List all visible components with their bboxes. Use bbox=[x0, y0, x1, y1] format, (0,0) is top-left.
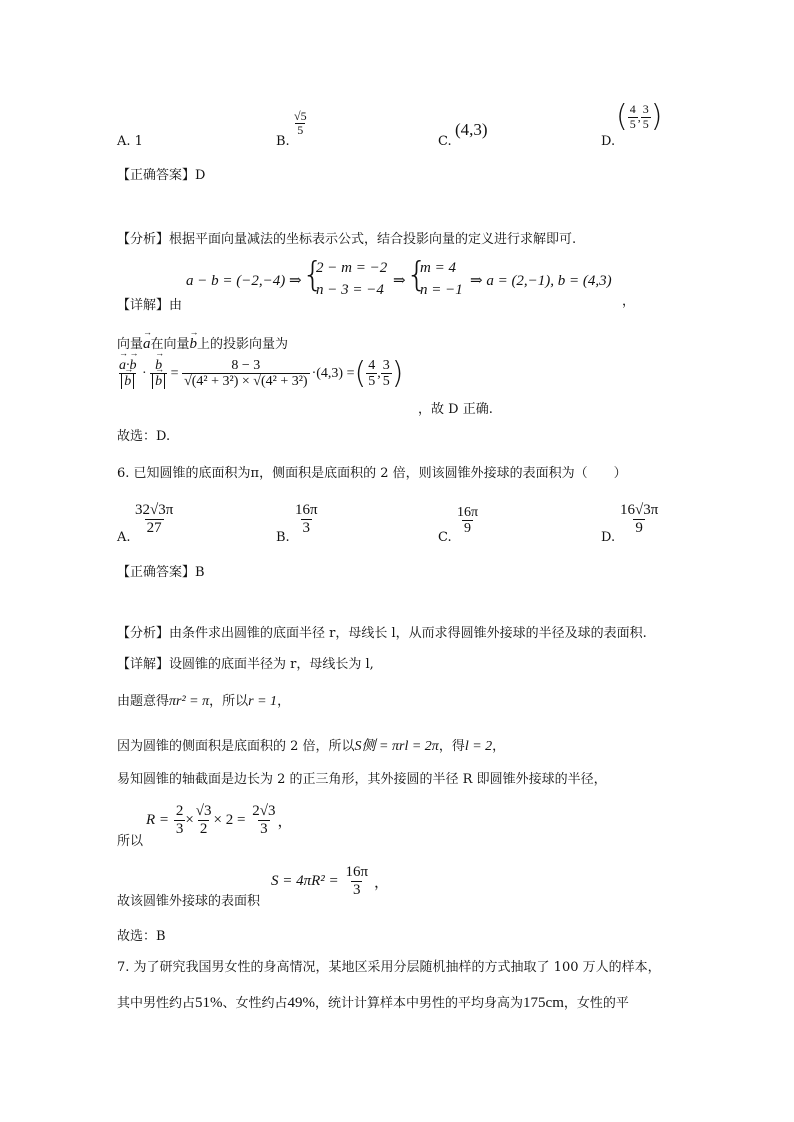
q5-option-a: A. 1 bbox=[117, 134, 143, 149]
q6-line2: 因为圆锥的侧面积是底面积的 2 倍，所以S侧 = πrl = 2π，得l = 2， bbox=[117, 739, 506, 754]
q6-detail: 【详解】设圆锥的底面半径为 r，母线长为 l, bbox=[117, 657, 374, 672]
q6-answer: 【正确答案】B bbox=[117, 565, 205, 580]
q7-line2: 其中男性约占51%、女性约占49%，统计计算样本中男性的平均身高为175cm，女性的平 bbox=[117, 995, 629, 1011]
q6-option-a-fraction: $\frac{32√3\pi}{27}$ bbox=[135, 502, 174, 536]
q5-proj-mid: ·(4,3) = bbox=[311, 365, 355, 381]
q6-choose: 故选：B bbox=[117, 929, 166, 944]
q5-analysis: 【分析】根据平面向量减法的坐标表示公式，结合投影向量的定义进行求解即可. bbox=[117, 232, 577, 247]
q5-eq1-rhs: ⇒ a = (2,−1), b = (4,3) bbox=[470, 273, 612, 289]
q5-option-b-fraction bbox=[292, 110, 309, 137]
q5-proj-den: √(4² + 3²) × √(4² + 3²) bbox=[184, 374, 308, 390]
q5-detail-label: 【详解】由 bbox=[117, 298, 183, 313]
q6-stem: 6. 已知圆锥的底面积为π，侧面积是底面积的 2 倍，则该圆锥外接球的表面积为（ ） bbox=[117, 466, 627, 481]
q5-choose: 故选：D. bbox=[117, 429, 171, 444]
q5-proj-text-3: 上的投影向量为 bbox=[197, 337, 289, 352]
q5-proj-tail: ，故 D 正确. bbox=[418, 402, 493, 417]
q5-d-d2: 5 bbox=[642, 116, 649, 131]
q6-line4-pre: 所以 bbox=[117, 834, 144, 849]
q5-eq1-lhs: a − b = (−2,−4) ⇒ bbox=[186, 273, 302, 289]
q5-sys1-line1: 2 − m = −2 bbox=[316, 260, 388, 276]
q5-d-d1: 5 bbox=[629, 116, 636, 131]
q6-option-a-label: A. bbox=[117, 530, 131, 545]
q5-d-n1: 4 bbox=[629, 102, 636, 117]
q6-line5-formula: S = 4πR² = $\frac{16\pi}{3}$ ， bbox=[271, 864, 390, 898]
q5-answer: 【正确答案】D bbox=[117, 168, 206, 183]
q6-line1: 由题意得πr² = π，所以r = 1， bbox=[117, 694, 291, 709]
q6-option-d-label: D. bbox=[601, 530, 616, 545]
q5-option-c-value: (4,3) bbox=[455, 120, 488, 139]
q6-line3: 易知圆锥的轴截面是边长为 2 的正三角形，其外接圆的半径 R 即圆锥外接球的半径， bbox=[117, 772, 607, 787]
q5-sys2-line1: m = 4 bbox=[420, 260, 456, 276]
q6-option-b-label: B. bbox=[276, 530, 290, 545]
q5-proj-formula: → a·→ b → b · → b → b = $\frac{8 - 3}{\text{√(4² + 3²) × √(4² + 3²)}}$ ·(4,3) = ( $\frac{4}{5}$ , $\frac{3}{5}$ ) bbox=[117, 358, 403, 390]
q5-option-c-label: C. bbox=[438, 134, 452, 149]
q6-option-c-label: C. bbox=[438, 530, 452, 545]
q5-option-d-label: D. bbox=[601, 134, 616, 149]
q6-line4-formula: R = $\frac{2}{3}$ × $\frac{√3}{2}$ × 2 = $\frac{2√3}{3}$ ， bbox=[146, 803, 293, 837]
q6-option-d-fraction: $\frac{16√3\pi}{9}$ bbox=[620, 502, 659, 536]
q5-option-d-value: ( $\frac{4}{5}$ , $\frac{3}{5}$ ) bbox=[616, 99, 663, 134]
q7-line1: 7. 为了研究我国男女性的身高情况，某地区采用分层随机抽样的方式抽取了 100 万人的样本， bbox=[117, 960, 661, 975]
q5-brace-1: { bbox=[302, 255, 324, 295]
q5-sys2-line2: n = −1 bbox=[420, 282, 463, 298]
q5-option-b-num: √5 bbox=[294, 109, 307, 123]
q5-sys1-line2: n − 3 = −4 bbox=[316, 282, 384, 298]
q6-analysis: 【分析】由条件求出圆锥的底面半径 r，母线长 l，从而求得圆锥外接球的半径及球的表面积. bbox=[117, 626, 647, 641]
q5-d-n2: 3 bbox=[642, 102, 649, 117]
q5-proj-sentence: 向量→ a在向量→ b上的投影向量为 bbox=[117, 333, 288, 353]
q5-brace-2: { bbox=[406, 255, 428, 295]
q5-proj-text-1: 向量 bbox=[117, 337, 144, 352]
q5-option-b-label: B. bbox=[276, 134, 290, 149]
q5-eq1-comma: ， bbox=[622, 294, 636, 309]
q5-proj-text-2: 在向量 bbox=[150, 337, 190, 352]
q5-implies: ⇒ bbox=[393, 273, 406, 289]
q6-option-b-fraction: $\frac{16\pi}{3}$ bbox=[295, 502, 318, 536]
q5-proj-num: 8 − 3 bbox=[231, 358, 261, 373]
q6-line5-pre: 故该圆锥外接球的表面积 bbox=[117, 894, 261, 909]
q5-option-b-den: 5 bbox=[297, 123, 304, 138]
q6-option-c-fraction: $\frac{16\pi}{9}$ bbox=[457, 505, 479, 537]
